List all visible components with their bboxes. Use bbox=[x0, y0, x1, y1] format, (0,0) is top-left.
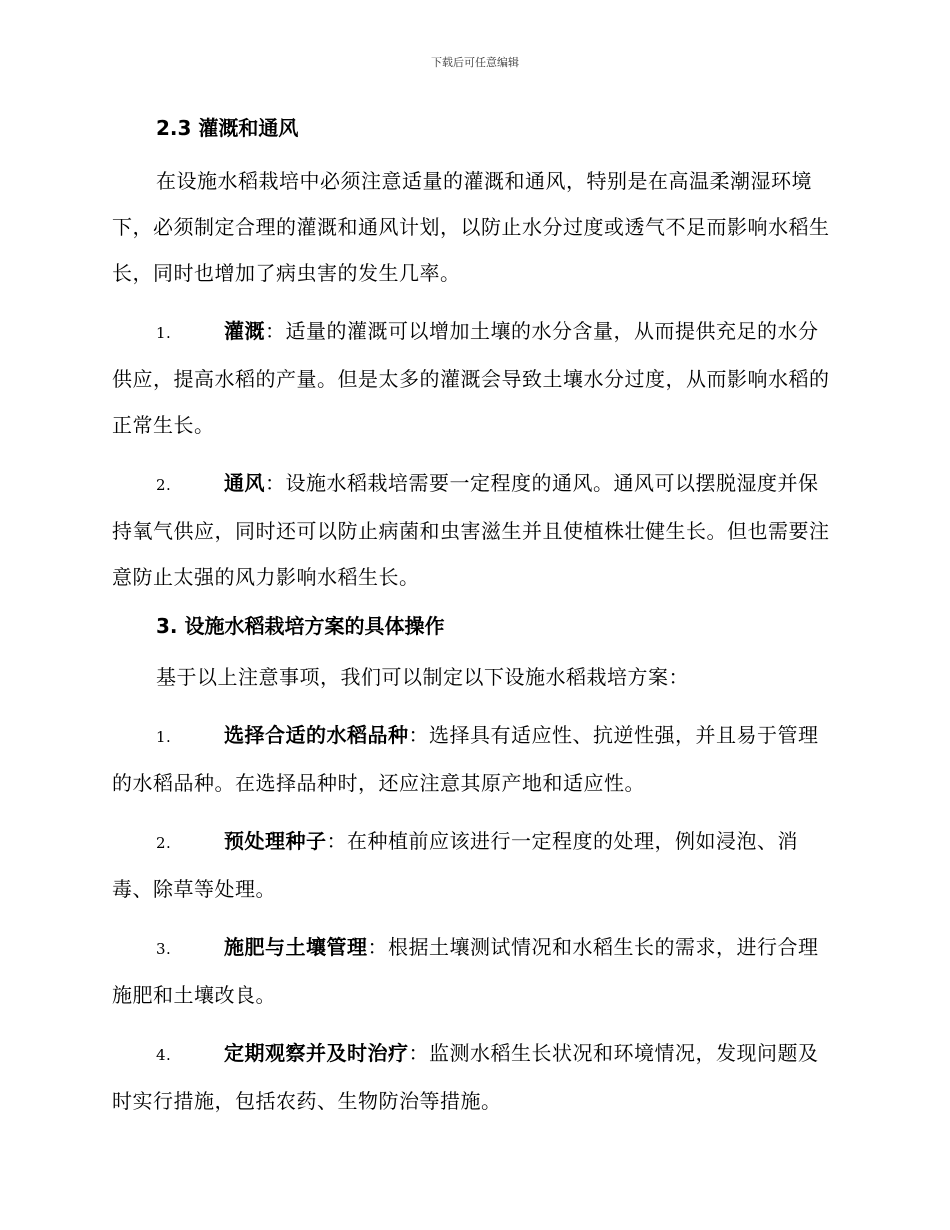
list-item-term: 定期观察并及时治疗 bbox=[224, 1041, 409, 1065]
list-item-number: 1. bbox=[156, 728, 172, 746]
list-item-number: 2. bbox=[156, 834, 172, 852]
list-item bbox=[112, 712, 832, 806]
list-item-text: ：根据土壤测试情况和水稻生长的需求，进行合理施肥和土壤改良。 bbox=[112, 935, 819, 1007]
list-item-number: 4. bbox=[156, 1046, 172, 1064]
list-item bbox=[112, 818, 832, 912]
list-item-text: ：在种植前应该进行一定程度的处理，例如浸泡、消毒、除草等处理。 bbox=[112, 829, 798, 901]
list-item-term: 施肥与土壤管理 bbox=[224, 935, 368, 959]
list-item-number: 2. bbox=[156, 476, 172, 494]
list-item-text: ：适量的灌溉可以增加土壤的水分含量，从而提供充足的水分供应，提高水稻的产量。但是太多的灌溉会导致土壤水分过度，从而影响水稻的正常生长。 bbox=[112, 319, 830, 437]
list-item-term: 预处理种子 bbox=[224, 829, 327, 853]
section-2-3-list bbox=[112, 308, 832, 600]
list-item-text: ：设施水稻栽培需要一定程度的通风。通风可以摆脱湿度并保持氧气供应，同时还可以防止病菌和虫害滋生并且使植株壮健生长。但也需要注意防止太强的风力影响水稻生长。 bbox=[112, 471, 830, 589]
list-item-term: 灌溉 bbox=[224, 319, 265, 343]
section-heading-3: 3. 设施水稻栽培方案的具体操作 bbox=[156, 614, 445, 638]
section-3-intro: 基于以上注意事项，我们可以制定以下设施水稻栽培方案： bbox=[156, 665, 689, 689]
list-item-number: 3. bbox=[156, 940, 172, 958]
header-note: 下载后可任意编辑 bbox=[431, 56, 519, 69]
section-heading-2-3: 2.3 灌溉和通风 bbox=[156, 116, 299, 140]
section-3-list bbox=[112, 712, 832, 1124]
section-2-3-intro: 在设施水稻栽培中必须注意适量的灌溉和通风，特别是在高温柔潮湿环境下，必须制定合理的灌溉和通风计划，以防止水分过度或透气不足而影响水稻生长，同时也增加了病虫害的发生几率。 bbox=[112, 169, 830, 285]
list-item bbox=[112, 924, 832, 1018]
list-item-number: 1. bbox=[156, 324, 172, 342]
list-item bbox=[112, 460, 832, 600]
list-item bbox=[112, 308, 832, 448]
list-item-text: ：监测水稻生长状况和环境情况，发现问题及时实行措施，包括农药、生物防治等措施。 bbox=[112, 1041, 819, 1113]
document-body bbox=[112, 112, 832, 1124]
list-item-term: 通风 bbox=[224, 471, 265, 495]
list-item-term: 选择合适的水稻品种 bbox=[224, 723, 409, 747]
list-item bbox=[112, 1030, 832, 1124]
list-item-text: ：选择具有适应性、抗逆性强，并且易于管理的水稻品种。在选择品种时，还应注意其原产地和适应性。 bbox=[112, 723, 819, 795]
